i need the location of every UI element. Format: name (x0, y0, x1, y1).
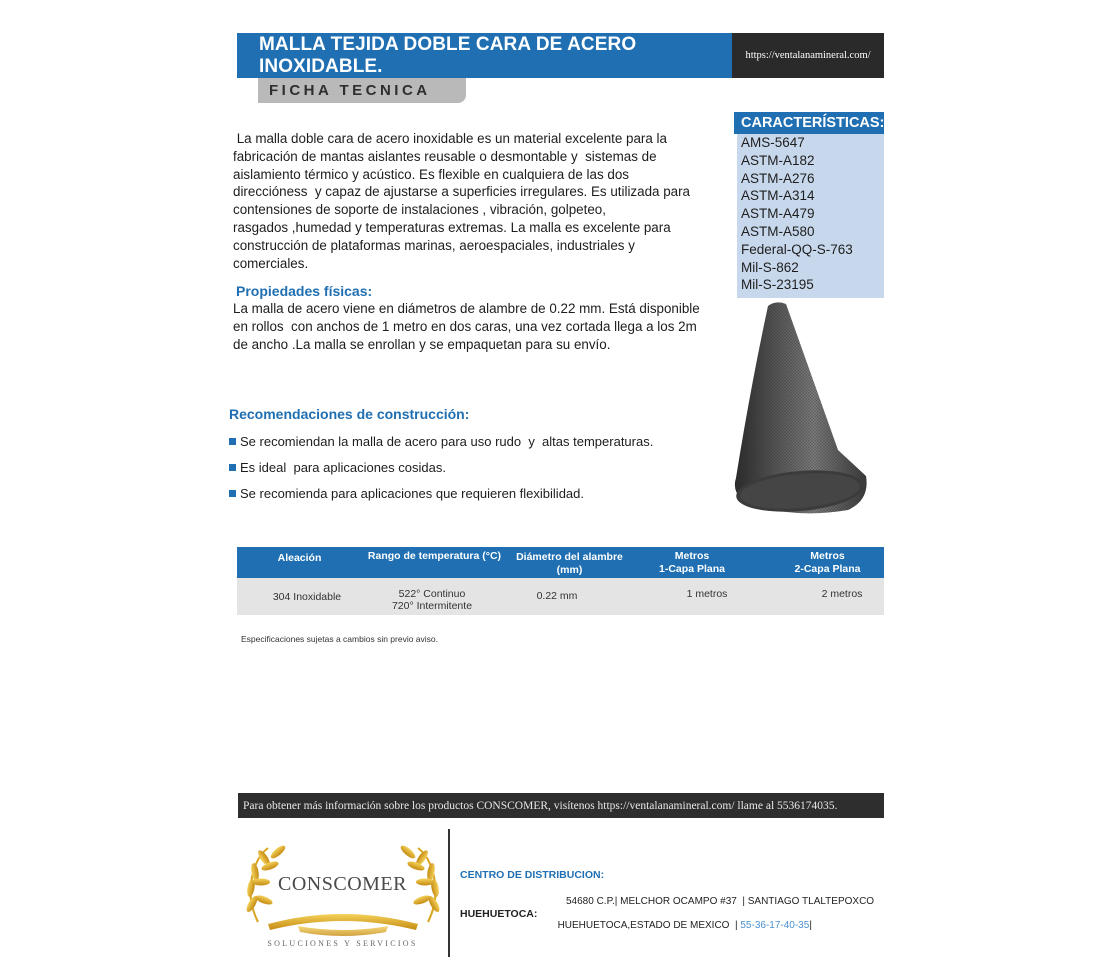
characteristics-list (737, 134, 884, 298)
intro-line: comerciales. (233, 255, 309, 271)
characteristic-item: ASTM-A479 (741, 206, 815, 222)
bullet-square-icon (229, 490, 236, 497)
table-row (237, 578, 884, 615)
address-line-2 (552, 909, 812, 931)
bullet-square-icon (229, 438, 236, 445)
intro-line: aislamiento térmico y acústico. Es flexible en cualquiera de las dos (233, 166, 629, 182)
characteristic-item: AMS-5647 (741, 135, 805, 150)
header-temp: Rango de temperatura (°C) (367, 550, 502, 562)
intro-paragraph (233, 130, 703, 272)
bullet-square-icon (229, 464, 236, 471)
header-wire-line1: Diámetro del alambre (516, 551, 623, 563)
header-meters-1-line2: 1-Capa Plana (659, 563, 725, 575)
intro-line: construcción de plataformas marinas, aeroespaciales, industriales y (233, 237, 635, 253)
cell-meters-2: 2 metros (821, 588, 863, 600)
header-meters-2-line1: Metros (810, 550, 845, 562)
disclaimer: Especificaciones sujetas a cambios sin previo aviso. (241, 634, 439, 644)
recommendation-text: Es ideal para aplicaciones cosidas. (240, 460, 446, 475)
recommendation-text: Se recomiendan la malla de acero para uso rudo y altas temperaturas. (240, 434, 654, 449)
header-meters-2 (775, 550, 880, 576)
intro-line: rasgados ,humedad y temperaturas extremas. La malla es excelente para (233, 219, 671, 235)
cell-temp-line2: 720° Intermitente (391, 600, 473, 612)
spec-table (237, 547, 884, 615)
footer-divider (448, 829, 450, 957)
intro-line: direccióness y capaz de ajustarse a superficies irregulares. Es utilizada para (233, 184, 690, 200)
mesh-roll-image (728, 300, 876, 518)
cell-alloy: 304 Inoxidable (272, 591, 342, 603)
characteristic-item: Federal-QQ-S-763 (741, 241, 853, 257)
recommendation-item (229, 460, 446, 475)
characteristic-item: Mil-S-862 (741, 259, 799, 275)
recommendation-item (229, 486, 584, 501)
intro-line: contensiones de soporte de instalaciones , vibración, golpeteo, (233, 202, 606, 218)
document-title: MALLA TEJIDA DOBLE CARA DE ACERO INOXIDABLE. (237, 33, 732, 78)
header-wire (507, 551, 632, 577)
cell-meters-1: 1 metros (686, 588, 728, 600)
characteristic-item: ASTM-A580 (741, 223, 815, 239)
header-meters-1-line1: Metros (674, 550, 710, 562)
contact-info-bar: Para obtener más información sobre los productos CONSCOMER, visítenos https://ventalanamineral.com/ llame al 5536174035. (238, 793, 884, 818)
city-label: HUEHUETOCA: (460, 908, 538, 920)
header-meters-2-line2: 2-Capa Plana (794, 563, 861, 575)
characteristic-item: ASTM-A314 (741, 188, 815, 204)
physical-line: de ancho .La malla se enrollan y se empaquetan para su envío. (233, 336, 611, 352)
cell-temp (382, 588, 482, 612)
intro-line: La malla doble cara de acero inoxidable es un material excelente para la (233, 131, 667, 146)
cell-wire: 0.22 mm (536, 590, 578, 602)
recommendation-item (229, 434, 653, 449)
cell-temp-line1: 522° Continuo (398, 588, 466, 600)
address-line-2-text: HUEHUETOCA,ESTADO DE MEXICO | (557, 920, 738, 931)
header-alloy: Aleación (277, 552, 322, 564)
intro-line: fabricación de mantas aislantes reusable o desmontable y sistemas de (233, 148, 657, 164)
recommendation-text: Se recomienda para aplicaciones que requieren flexibilidad. (240, 486, 584, 501)
distribution-center-title: CENTRO DE DISTRIBUCION: (460, 869, 605, 881)
characteristic-item: ASTM-A182 (741, 152, 815, 168)
header-wire-line2: (mm) (556, 564, 583, 576)
characteristic-item: Mil-S-23195 (741, 277, 814, 293)
characteristic-item: ASTM-A276 (741, 170, 815, 186)
address-line-1: 54680 C.P.| MELCHOR OCAMPO #37 | SANTIAGO TLALTEPOXCO (566, 896, 875, 907)
header-url[interactable]: https://ventalanamineral.com/ (732, 33, 884, 78)
phone-end-bar: | (809, 920, 812, 931)
phone-number[interactable]: 55-36-17-40-35 (737, 920, 810, 931)
physical-properties-heading: Propiedades físicas: (236, 283, 373, 299)
ficha-tecnica-tab: FICHA TECNICA (258, 78, 466, 103)
physical-line: La malla de acero viene en diámetros de alambre de 0.22 mm. Está disponible (233, 301, 700, 316)
characteristics-heading: CARACTERÍSTICAS: (734, 112, 884, 134)
recommendations-heading: Recomendaciones de construcción: (229, 406, 470, 422)
physical-line: en rollos con anchos de 1 metro en dos caras, una vez cortada llega a los 2m (233, 318, 697, 334)
physical-properties-paragraph (233, 300, 713, 353)
logo-name: CONSCOMER (278, 873, 407, 895)
logo-tagline: SOLUCIONES Y SERVICIOS (267, 939, 418, 948)
header-meters-1 (642, 550, 742, 576)
table-header-row (237, 547, 884, 578)
